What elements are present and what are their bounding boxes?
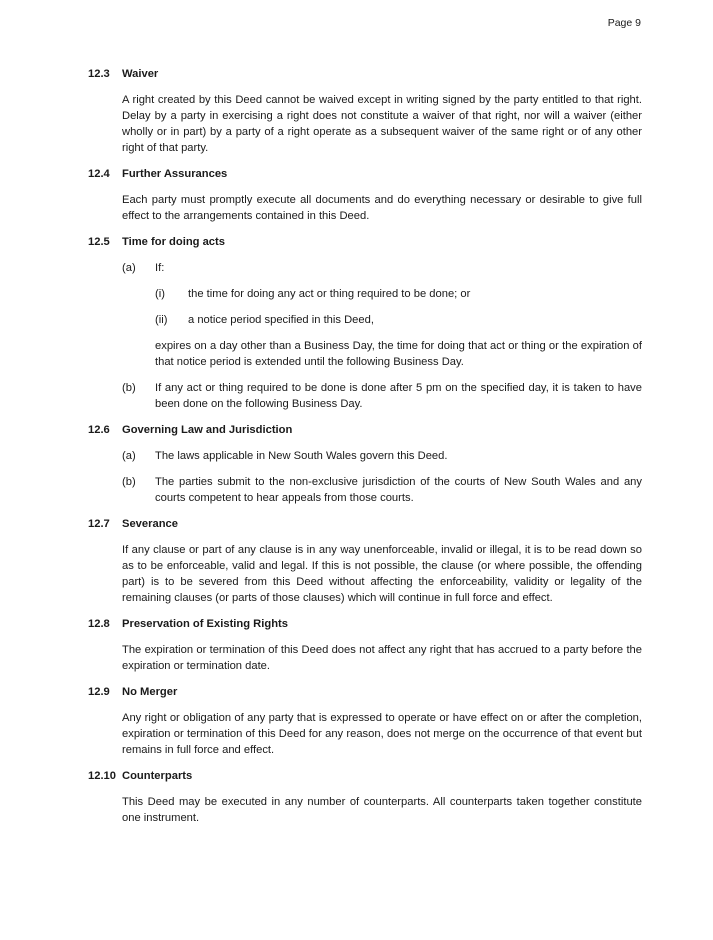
section-heading — [88, 422, 642, 438]
section-no-merger — [88, 684, 642, 758]
section-severance — [88, 516, 642, 606]
section-heading — [88, 166, 642, 182]
section-number: 12.9 — [88, 686, 110, 698]
section-paragraph: The expiration or termination of this Deed does not affect any right that has accrued to a party before the expiration or termination date. — [122, 644, 642, 672]
section-paragraph: If any clause or part of any clause is in any way unenforceable, invalid or illegal, it is to be read down so as to be enforceable, valid and legal. If this is not possible, the clause (or where possible, the offending part) is to be severed from this Deed without affecting the enforceability, validity or legality of the remaining clauses (or parts of those clauses) which will continue in full force and effect. — [122, 544, 642, 604]
section-number: 12.7 — [88, 518, 110, 530]
item-label: (b) — [122, 382, 136, 394]
section-title: Preservation of Existing Rights — [122, 618, 288, 630]
list-item — [122, 380, 642, 412]
sub-item-label: (ii) — [155, 314, 168, 326]
page-number: Page 9 — [607, 17, 641, 29]
section-title: Counterparts — [122, 770, 193, 782]
section-number: 12.10 — [88, 770, 116, 782]
section-number: 12.5 — [88, 236, 110, 248]
section-title: No Merger — [122, 686, 178, 698]
document-body — [88, 66, 642, 836]
item-label: (a) — [122, 450, 136, 462]
section-heading — [88, 66, 642, 82]
section-heading — [88, 768, 642, 784]
section-waiver — [88, 66, 642, 156]
item-text: If any act or thing required to be done is done after 5 pm on the specified day, it is taken to have been done on the following Business Day. — [155, 382, 642, 410]
section-paragraph: This Deed may be executed in any number of counterparts. All counterparts taken together constitute one instrument. — [122, 796, 642, 824]
sub-item-text: a notice period specified in this Deed, — [188, 314, 374, 326]
item-content — [155, 260, 642, 370]
section-number: 12.8 — [88, 618, 110, 630]
sub-item-label: (i) — [155, 288, 165, 300]
item-text: The laws applicable in New South Wales govern this Deed. — [155, 450, 448, 462]
section-time-for-doing-acts — [88, 234, 642, 412]
section-number: 12.6 — [88, 424, 110, 436]
section-heading — [88, 684, 642, 700]
section-title: Governing Law and Jurisdiction — [122, 424, 293, 436]
section-further-assurances — [88, 166, 642, 224]
section-heading — [88, 516, 642, 532]
section-paragraph: A right created by this Deed cannot be waived except in writing signed by the party entitled to that right. Delay by a party in exercising a right does not constitute a waiver of that right, nor will a waiver (either wholly or in part) by a party of a right operate as a subsequent waiver of the same right or of any other right of that party. — [122, 94, 642, 154]
list-item — [122, 260, 642, 370]
section-title: Severance — [122, 518, 178, 530]
section-preservation-of-rights — [88, 616, 642, 674]
item-text: The parties submit to the non-exclusive jurisdiction of the courts of New South Wales and any courts competent to hear appeals from those courts. — [155, 476, 642, 504]
sub-list-item — [155, 312, 642, 328]
sub-item-text: the time for doing any act or thing required to be done; or — [188, 288, 471, 300]
sub-list-item — [155, 286, 642, 302]
section-title: Time for doing acts — [122, 236, 225, 248]
section-governing-law — [88, 422, 642, 506]
item-text: If: — [155, 262, 165, 274]
list-item — [122, 448, 642, 464]
section-number: 12.3 — [88, 68, 110, 80]
section-heading — [88, 234, 642, 250]
section-title: Waiver — [122, 68, 159, 80]
section-title: Further Assurances — [122, 168, 228, 180]
item-label: (a) — [122, 262, 136, 274]
section-heading — [88, 616, 642, 632]
section-number: 12.4 — [88, 168, 110, 180]
section-paragraph: Each party must promptly execute all documents and do everything necessary or desirable to give full effect to the arrangements contained in this Deed. — [122, 194, 642, 222]
section-counterparts — [88, 768, 642, 826]
section-paragraph: Any right or obligation of any party that is expressed to operate or have effect on or after the completion, expiration or termination of this Deed for any reason, does not merge on the occurrence of that event but remains in full force and effect. — [122, 712, 642, 756]
item-continuation: expires on a day other than a Business Day, the time for doing that act or thing or the expiration of that notice period is extended until the following Business Day. — [155, 340, 642, 368]
item-label: (b) — [122, 476, 136, 488]
list-item — [122, 474, 642, 506]
